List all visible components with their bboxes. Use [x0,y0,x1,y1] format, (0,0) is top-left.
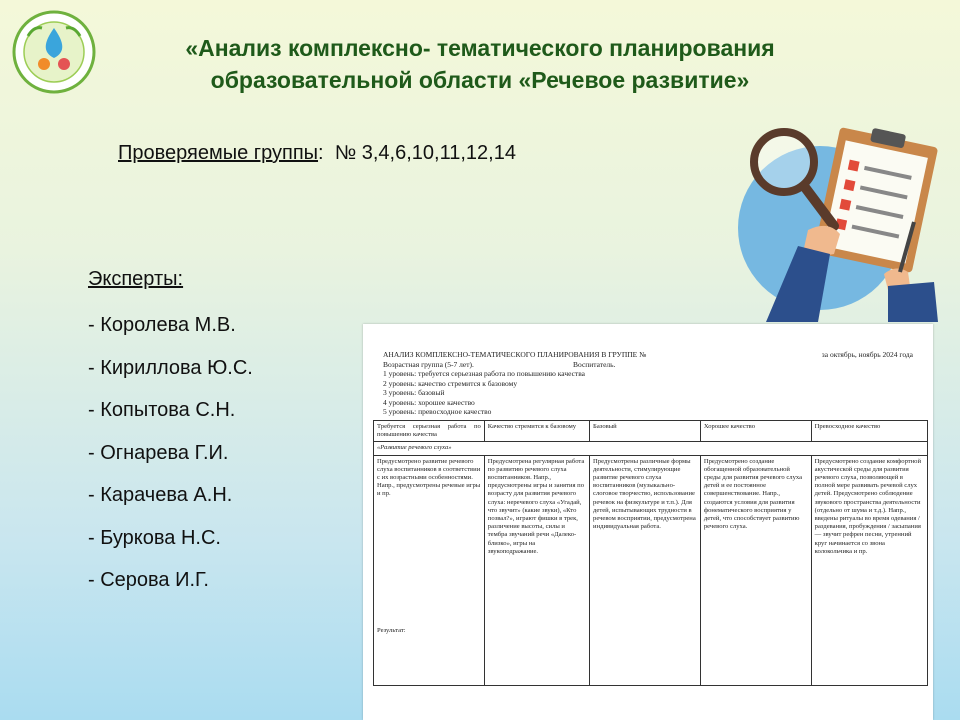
section-title: «Развитие речевого слуха» [374,442,928,455]
checked-groups [118,142,516,165]
table-cell: Предусмотрено создание обогащенной образовательной среды для развития речевого слуха детей и ее постоянное совершенствование. Напр., создаются условия для развития фонематического восприятия у детей, что способствует развитию речевого слуха. [700,455,811,685]
column-header: Превосходное качество [811,421,927,442]
title-line-1: «Анализ комплексно- тематического планирования [185,35,775,61]
experts-list [88,312,253,610]
level-line: 1 уровень: требуется серьезная работа по повышению качества [383,369,585,378]
level-line: 5 уровень: превосходное качество [383,407,492,416]
magnifier-checklist-icon [738,122,950,322]
result-label: Результат: [377,626,406,634]
column-header: Хорошее качество [700,421,811,442]
experts-title: Эксперты: [88,268,184,290]
column-header: Требуется серьезная работа по повышению качества [374,421,485,442]
expert-item: - Кириллова Ю.С. [88,356,253,379]
groups-label: Проверяемые группы [118,142,319,164]
expert-item: - Копытова С.Н. [88,399,236,421]
cell-text: Предусмотрено развитие речевого слуха воспитанников в соответствии с их возрастными особенностями. Напр., предусмотрены речевые игры и пр. [377,457,481,498]
expert-item: - Серова И.Г. [88,569,209,591]
page-title [110,32,850,96]
table-row [374,455,928,685]
groups-colon: : [318,142,324,164]
document-period: за октябрь, ноябрь 2024 года [821,350,913,359]
document-age-group: Возрастная группа (5-7 лет). [383,359,474,369]
expert-item: - Буркова Н.С. [88,526,221,549]
column-header: Базовый [590,421,701,442]
kindergarten-logo [8,6,100,98]
level-line: 4 уровень: хорошее качество [383,397,475,407]
table-cell: Предусмотрены различные формы деятельности, стимулирующие развитие речевого слуха воспитанников (музыкально-слоговое творчество, использование речевок на физкультуре и т.п.). Для детей, испытывающих трудности в речевом восприятии, предусмотрена индивидуальная работа. [590,455,701,685]
document-heading: АНАЛИЗ КОМПЛЕКСНО-ТЕМАТИЧЕСКОГО ПЛАНИРОВАНИЯ В ГРУППЕ № [383,350,647,359]
criteria-table [373,420,928,686]
planning-document-preview [363,324,933,720]
section-row [374,442,928,455]
level-line: 3 уровень: базовый [383,388,445,397]
expert-item: - Королева М.В. [88,314,236,336]
table-cell: Предусмотрено создание комфортной акустической среды для развития речевого слуха, позволяющей в полной мере развивать речевой слух детей. Предусмотрено соблюдение звукового пространства деятельности (отдельно от шума и т.д.). Напр., введены ритуалы во время одевания / раздевания, пробуждения / засыпания — звучит рефрен песни, утренний круг начинается со звона колокольчика и пр. [811,455,927,685]
document-teacher: Воспитатель. [573,359,616,369]
title-line-2: образовательной области «Речевое развитие» [210,67,750,93]
expert-item: - Огнарева Г.И. [88,441,229,464]
table-header-row [374,421,928,442]
column-header: Качество стремится к базовому [484,421,589,442]
groups-value: № 3,4,6,10,11,12,14 [334,142,516,164]
expert-item: - Карачева А.Н. [88,484,233,506]
level-line: 2 уровень: качество стремится к базовому [383,378,518,388]
table-cell: Предусмотрена регулярная работа по развитию речевого слуха воспитанников. Напр., предусмотрены игры и занятия по возрасту для развития речевого слуха: неречевого слуха «Угадай, что звучит» (какие звуки), «Кто позвал?», играют фишки в трек, различение высоты, силы и тембра звучаний речи «Далеко-близко», игры на звукоподражание. [484,455,589,685]
table-cell [374,455,485,685]
document-header [383,350,913,417]
